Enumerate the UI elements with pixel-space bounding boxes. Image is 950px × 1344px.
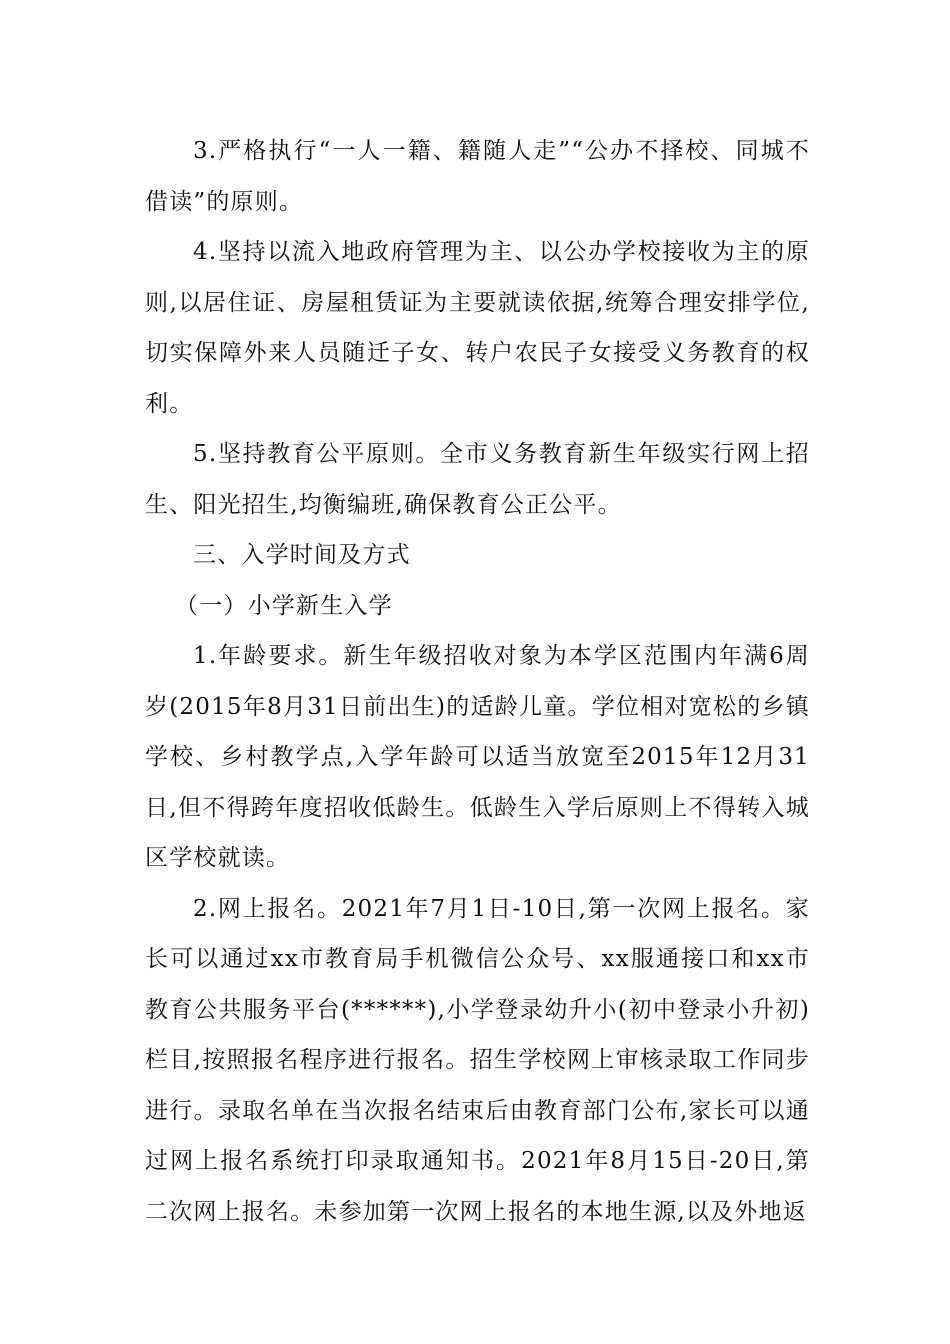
paragraph-principle-5: 5.坚持教育公平原则。全市义务教育新生年级实行网上招生、阳光招生,均衡编班,确保教育公正公平。 <box>145 441 810 518</box>
paragraph-principle-3: 3.严格执行“一人一籍、籍随人走”“公办不择校、同城不借读”的原则。 <box>145 138 810 215</box>
paragraph-age-requirement: 1.年龄要求。新生年级招收对象为本学区范围内年满6周岁(2015年8月31日前出生)的适龄儿童。学位相对宽松的乡镇学校、乡村教学点,入学年龄可以适当放宽至2015年12月31日,但不得跨年度招收低龄生。低龄生入学后原则上不得转入城区学校就读。 <box>145 643 810 871</box>
section-heading-enrollment-time: 三、入学时间及方式 <box>193 542 411 568</box>
subsection-heading-primary: （一）小学新生入学 <box>175 592 393 619</box>
paragraph-online-registration: 2.网上报名。2021年7月1日-10日,第一次网上报名。家长可以通过xx市教育局手机微信公众号、xx服通接口和xx市教育公共服务平台(******),小学登录幼升小(初中登录小升初)栏目,按照报名程序进行报名。招生学校网上审核录取工作同步进行。录取名单在当次报名结束后由教育部门公布,家长可以通过网上报名系统打印录取通知书。2021年8月15日-20日,第二次网上报名。未参加第一次网上报名的本地生源,以及外地返 <box>145 895 810 1225</box>
document-body <box>145 126 810 1237</box>
paragraph-principle-4: 4.坚持以流入地政府管理为主、以公办学校接收为主的原则,以居住证、房屋租赁证为主要就读依据,统筹合理安排学位,切实保障外来人员随迁子女、转户农民子女接受义务教育的权利。 <box>145 239 810 417</box>
